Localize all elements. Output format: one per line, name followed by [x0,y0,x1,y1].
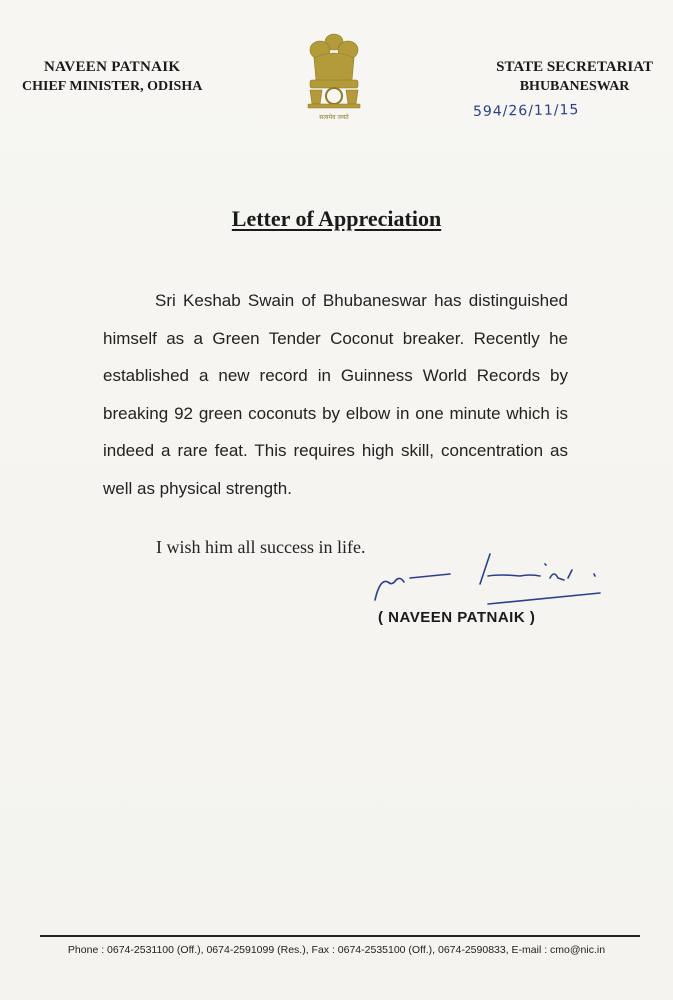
closing-line: I wish him all success in life. [156,537,366,557]
letter-body: Sri Keshab Swain of Bhubaneswar has distinguished himself as a Green Tender Coconut breaker. Recently he established a new record in Guinness World Records by breaking 92 green coconuts by elbow in one minute which is indeed a rare feat. This requires high skill, concentration as well as physical strength. [103,291,568,498]
handwritten-reference-number: 594/26/11/15 [472,102,580,120]
footer-contact: Phone : 0674-2531100 (Off.), 0674-2591099 (Res.), Fax : 0674-2535100 (Off.), 0674-2590833, E-mail : cmo@nic.in [67,944,606,956]
signatory-name: ( NAVEEN PATNAIK ) [378,609,536,626]
sender-block [22,58,202,96]
national-emblem-icon [300,30,368,122]
office-block [496,58,653,96]
emblem-motto: सत्यमेव जयते [319,114,349,121]
footer-divider [40,935,640,937]
sender-title: CHIEF MINISTER, ODISHA [22,79,203,94]
sender-name: NAVEEN PATNAIK [44,59,181,75]
office-name: STATE SECRETARIAT [496,59,653,75]
handwritten-signature [370,548,610,608]
office-city: BHUBANESWAR [519,79,630,94]
letter-title: Letter of Appreciation [231,206,442,231]
